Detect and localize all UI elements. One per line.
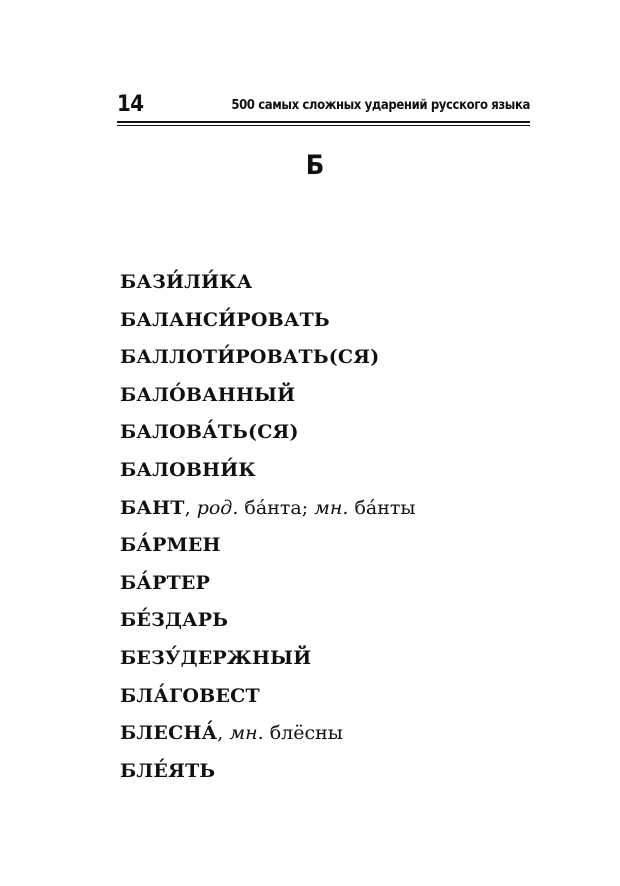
header-rule-thick	[117, 121, 530, 123]
dictionary-entry	[120, 644, 416, 682]
dictionary-entry	[120, 418, 416, 456]
grammar-label-plural: мн.	[314, 496, 349, 519]
dictionary-entry	[120, 719, 416, 757]
entry-headword: БАЛЛОТИ́РОВАТЬ(СЯ)	[120, 346, 380, 369]
dictionary-entry	[120, 456, 416, 494]
dictionary-entry	[120, 343, 416, 381]
entry-headword: БА́РМЕН	[120, 534, 221, 557]
dictionary-entry	[120, 606, 416, 644]
entry-form: блёсны	[263, 722, 343, 745]
grammar-label-plural: мн.	[229, 722, 264, 745]
dictionary-entry	[120, 381, 416, 419]
page-number: 14	[117, 92, 144, 117]
grammar-label-genitive: род.	[196, 496, 239, 519]
running-title: 500 самых сложных ударений русского языка	[231, 98, 530, 113]
entry-headword: БАЛОВНИ́К	[120, 458, 256, 481]
section-letter: Б	[305, 150, 325, 181]
entry-headword: БАНТ	[120, 496, 185, 519]
entry-form: ба́нты	[348, 496, 416, 519]
entry-headword: БАЛАНСИ́РОВАТЬ	[120, 308, 330, 331]
dictionary-entry	[120, 306, 416, 344]
entry-headword: БАЛО́ВАННЫЙ	[120, 383, 296, 406]
entry-headword: БЕ́ЗДАРЬ	[120, 609, 229, 632]
dictionary-entry	[120, 494, 416, 532]
entry-separator: ,	[184, 496, 197, 519]
dictionary-entry	[120, 531, 416, 569]
dictionary-entry	[120, 268, 416, 306]
page-header	[117, 92, 530, 118]
entry-headword: БЕЗУ́ДЕРЖНЫЙ	[120, 646, 312, 669]
entry-headword: БА́РТЕР	[120, 571, 211, 594]
entry-list	[120, 268, 416, 794]
entry-headword: БЛЕ́ЯТЬ	[120, 759, 216, 782]
dictionary-entry	[120, 757, 416, 795]
entry-form: ба́нта;	[238, 496, 315, 519]
entry-headword: БАЗИ́ЛИ́КА	[120, 271, 253, 293]
dictionary-entry	[120, 682, 416, 720]
entry-headword: БЛЕСНА́	[120, 722, 218, 745]
dictionary-entry	[120, 569, 416, 607]
header-rule-thin	[117, 125, 530, 126]
entry-headword: БЛА́ГОВЕСТ	[120, 684, 260, 707]
entry-separator: ,	[217, 722, 230, 745]
entry-headword: БАЛОВА́ТЬ(СЯ)	[120, 421, 299, 444]
